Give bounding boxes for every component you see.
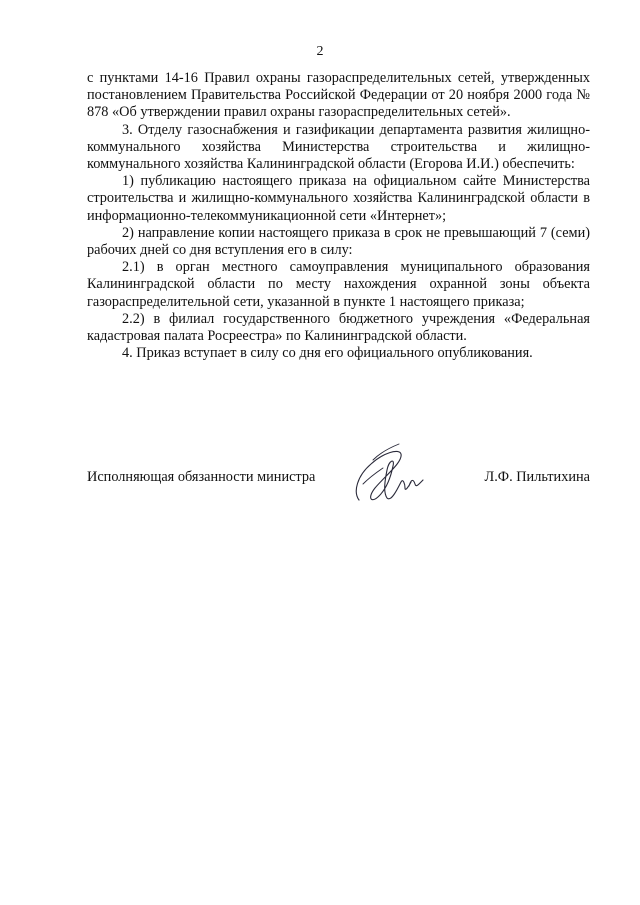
document-body bbox=[87, 70, 590, 362]
signer-name: Л.Ф. Пильтихина bbox=[484, 469, 590, 485]
paragraph: 2.2) в филиал государственного бюджетного учреждения «Федеральная кадастровая палата Росреестра» по Калининградской области. bbox=[87, 310, 590, 345]
handwritten-signature-icon bbox=[349, 440, 429, 510]
paragraph: 2.1) в орган местного самоуправления муниципального образования Калининградской области по месту нахождения охранной зоны объекта газораспределительной сети, указанной в пункте 1 настоящего приказа; bbox=[87, 259, 590, 310]
paragraph: с пунктами 14-16 Правил охраны газораспределительных сетей, утвержденных постановлением Правительства Российской Федерации от 20 ноября 2000 года № 878 «Об утверждении правил охраны газораспределительных сетей». bbox=[87, 70, 590, 121]
paragraph: 2) направление копии настоящего приказа в срок не превышающий 7 (семи) рабочих дней со дня вступления его в силу: bbox=[87, 224, 590, 259]
paragraph: 3. Отделу газоснабжения и газификации департамента развития жилищно-коммунального хозяйства Министерства строительства и жилищно-коммунального хозяйства Калининградской области (Егорова И.И.) обеспечить: bbox=[87, 121, 590, 173]
paragraph: 4. Приказ вступает в силу со дня его официального опубликования. bbox=[122, 345, 533, 362]
paragraph: 1) публикацию настоящего приказа на официальном сайте Министерства строительства и жилищно-коммунального хозяйства Калининградской области в информационно-телекоммуникационной сети «Интернет»; bbox=[87, 173, 590, 224]
signature-block bbox=[87, 448, 590, 518]
page-number: 2 bbox=[316, 44, 324, 59]
signer-position: Исполняющая обязанности министра bbox=[87, 469, 316, 485]
